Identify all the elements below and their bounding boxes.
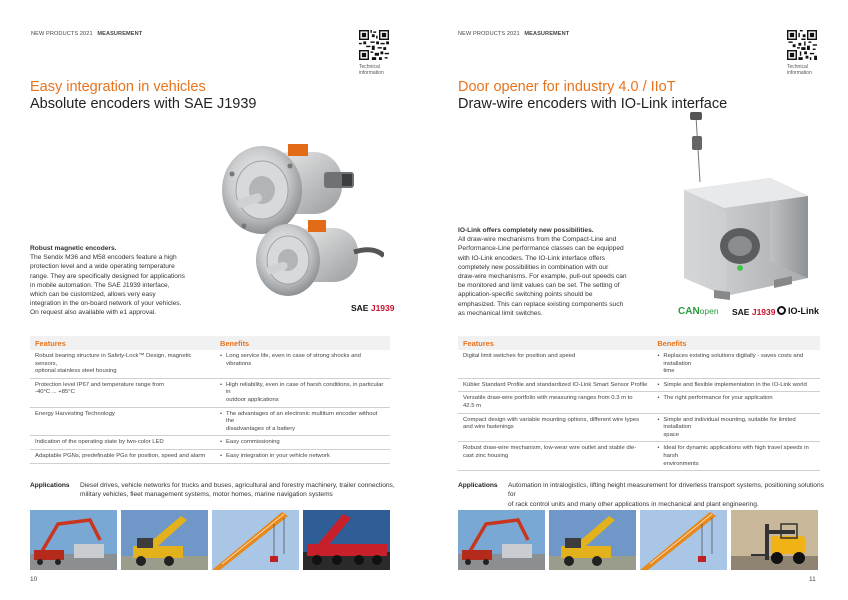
cell-line: cast zinc housing (463, 452, 509, 459)
intro-lead: IO-Link offers completely new possibilities. (458, 227, 594, 234)
benefit-cell (652, 350, 820, 378)
intro-line: integration in the on-board network of your vehicles. (30, 300, 182, 308)
benefit-cell (215, 407, 390, 436)
applications-text (508, 481, 828, 509)
benefit-cell (652, 442, 820, 471)
application-photos (458, 510, 820, 570)
running-head-prefix: NEW PRODUCTS 2021 (31, 31, 93, 37)
feature-cell (30, 449, 215, 463)
intro-line: All draw-wire mechanisms from the Compact-Line and (458, 236, 617, 244)
cell-line: • Easy integration in your vehicle network (226, 452, 330, 459)
cell-line: • Long service life, even in case of strong shocks and vibrations (226, 353, 361, 367)
cell-line: time (663, 368, 675, 375)
benefit-cell (652, 378, 820, 392)
cell-line: • The right performance for your application (663, 395, 773, 402)
benefit-cell (652, 392, 820, 413)
cell-line: Digital limit switches for position and speed (463, 353, 576, 359)
benefits-header: Benefits (652, 336, 820, 350)
forklift-photo (731, 510, 818, 570)
intro-line: range. They are specifically designed for applications (30, 272, 185, 280)
cell-line: • The advantages of an electronic multiturn encoder without the (226, 410, 378, 425)
table-row (30, 407, 390, 436)
j1939-logo-text: J1939 (751, 307, 776, 317)
canopen-logo-b: open (699, 306, 719, 316)
features-benefits-table (30, 336, 390, 464)
page-number: 10 (30, 576, 38, 583)
cell-line: Versatile draw-wire portfolio with measuring ranges from 0.3 m to (463, 395, 633, 402)
feature-cell (458, 350, 652, 378)
benefit-cell (215, 378, 390, 407)
table-row (30, 436, 390, 450)
intro-line: Performance-Line performance classes can be equipped (458, 245, 624, 253)
crane-boom-photo (640, 510, 727, 570)
io-link-logo-text: IO-Link (788, 306, 819, 316)
table-row (458, 392, 820, 413)
page-number: 11 (809, 576, 816, 583)
feature-cell (458, 413, 652, 442)
running-head (458, 31, 569, 37)
sae-j1939-logo (732, 307, 775, 317)
features-header: Features (458, 336, 652, 350)
intro-lead: Robust magnetic encoders. (30, 245, 117, 252)
cell-line: Robust draw-wire mechanism, low-wear wire outlet and stable die- (463, 445, 637, 452)
canopen-logo-a: CAN (678, 306, 700, 317)
table-row (458, 378, 820, 392)
intro-line: On request also available with e1 approval. (30, 309, 157, 317)
benefit-cell (215, 449, 390, 463)
qr-label: Technical information (787, 64, 812, 76)
table-row (458, 350, 820, 378)
canopen-logo (678, 306, 719, 317)
running-head-section: MEASUREMENT (97, 31, 143, 37)
cell-line: environments (663, 460, 699, 467)
title-black: Draw-wire encoders with IO-Link interface (458, 96, 728, 112)
title-orange: Easy integration in vehicles (30, 79, 206, 95)
qr-code-icon[interactable] (359, 30, 389, 60)
concrete-pump-photo (30, 510, 117, 570)
io-link-icon (777, 306, 786, 315)
feature-cell (30, 436, 215, 450)
title-black: Absolute encoders with SAE J1939 (30, 96, 257, 112)
applications-label: Applications (30, 482, 70, 489)
mobile-crane-photo (549, 510, 636, 570)
applications-line: Automation in intralogistics, lifting height measurement for driverless transport systems, positioning solutions for (508, 482, 824, 499)
io-link-logo (777, 306, 819, 316)
benefit-cell (215, 350, 390, 378)
intro-line: in mobile automation. The SAE J1939 interface, (30, 281, 170, 289)
cell-line: Protection level IP67 and temperature range from (35, 381, 165, 388)
encoder-photo (214, 134, 384, 302)
title-orange: Door opener for industry 4.0 / IIoT (458, 79, 676, 95)
sae-logo-text: SAE (351, 303, 371, 313)
intro-line: application-specific switching points should be (458, 291, 593, 299)
table-row (30, 378, 390, 407)
feature-cell (30, 350, 215, 378)
cell-line: • Ideal for dynamic applications with high travel speeds in harsh (663, 445, 809, 459)
table-row (458, 442, 820, 471)
intro-line: with IO-Link encoders. The IO-Link interface offers (458, 254, 606, 262)
feature-cell (30, 407, 215, 436)
cell-line: Adaptable PGNs, predefinable PGs for position, speed and alarm (35, 452, 206, 459)
features-header: Features (30, 336, 215, 350)
qr-code-icon[interactable] (787, 30, 817, 60)
crane-boom-photo (212, 510, 299, 570)
cell-line: Kübler Standard Profile and standardized IO-Link Smart Sensor Profile (463, 381, 648, 388)
application-photos (30, 510, 390, 570)
sae-logo-text: SAE (732, 307, 752, 317)
applications-line: Diesel drives, vehicle networks for trucks and buses, agricultural and forestry machinery, trailer connections, (80, 482, 395, 489)
features-benefits-table (458, 336, 820, 471)
cell-line: Compact design with variable mounting options, different wire types (463, 416, 640, 423)
cell-line: 42.5 m (463, 402, 482, 409)
right-page (424, 0, 848, 600)
intro-line: protection level and a wide operating temperature (30, 263, 175, 271)
intro-line: draw-wire mechanisms. For example, pull-out speeds can (458, 273, 627, 281)
cell-line: • Simple and individual mounting, suitable for limited installation (663, 416, 796, 431)
intro-text (458, 226, 648, 318)
feature-cell (458, 392, 652, 413)
cell-line: -40°C ... +85°C (35, 389, 75, 396)
cell-line: • Replaces existing solutions digitally - saves costs and installation (663, 353, 804, 367)
feature-cell (30, 378, 215, 407)
applications-text (80, 481, 395, 500)
intro-line: which can be customized, allows very easy (30, 291, 156, 299)
cell-line: Robust bearing structure in Safety-Lock™ Design, magnetic sensors, (35, 353, 192, 367)
j1939-logo-text: J1939 (370, 303, 395, 313)
running-head (31, 31, 142, 37)
intro-line: completely new possibilities in combination with our (458, 263, 609, 271)
applications-line: military vehicles, fleet management systems, motor homes, marine navigation systems (80, 491, 333, 499)
benefit-cell (215, 436, 390, 450)
table-header-row (458, 336, 820, 350)
intro-line: emphasized. This can replace existing components such (458, 300, 624, 308)
concrete-pump-photo (458, 510, 545, 570)
applications-label: Applications (458, 482, 498, 489)
table-row (30, 449, 390, 463)
table-header-row (30, 336, 390, 350)
intro-line: The Sendix M36 and M58 encoders feature a high (30, 254, 177, 262)
qr-label: Technical information (359, 64, 384, 76)
cell-line: Indication of the operating state by two-color LED (35, 439, 164, 446)
mobile-crane-photo (121, 510, 208, 570)
running-head-section: MEASUREMENT (524, 31, 570, 37)
cell-line: and wire fastenings (463, 424, 514, 431)
benefits-header: Benefits (215, 336, 390, 350)
table-row (30, 350, 390, 378)
applications-line: of rack control units and many other applications in mechanical and plant engineering. (508, 500, 759, 508)
cell-line: • Easy commissioning (226, 439, 280, 446)
cell-line: • Simple and flexible implementation in the IO-Link world (663, 381, 807, 388)
intro-line: be monitored and limit values can be set. The setting of (458, 282, 620, 290)
cell-line: space (663, 431, 680, 438)
intro-text (30, 244, 210, 318)
cell-line: disadvantages of a battery (226, 425, 296, 432)
benefit-cell (652, 413, 820, 442)
intro-line: as mechanical limit switches. (458, 309, 543, 317)
feature-cell (458, 378, 652, 392)
feature-cell (458, 442, 652, 471)
truck-crane-photo (303, 510, 390, 570)
running-head-prefix: NEW PRODUCTS 2021 (458, 31, 520, 37)
draw-wire-encoder-photo (674, 112, 824, 302)
sae-j1939-logo (351, 303, 394, 313)
cell-line: Energy Harvesting Technology (35, 410, 115, 417)
cell-line: outdoor applications (226, 396, 279, 403)
cell-line: optional stainless steel housing (35, 368, 117, 375)
cell-line: • High reliability, even in case of harsh conditions, in particular in (226, 381, 384, 396)
table-row (458, 413, 820, 442)
